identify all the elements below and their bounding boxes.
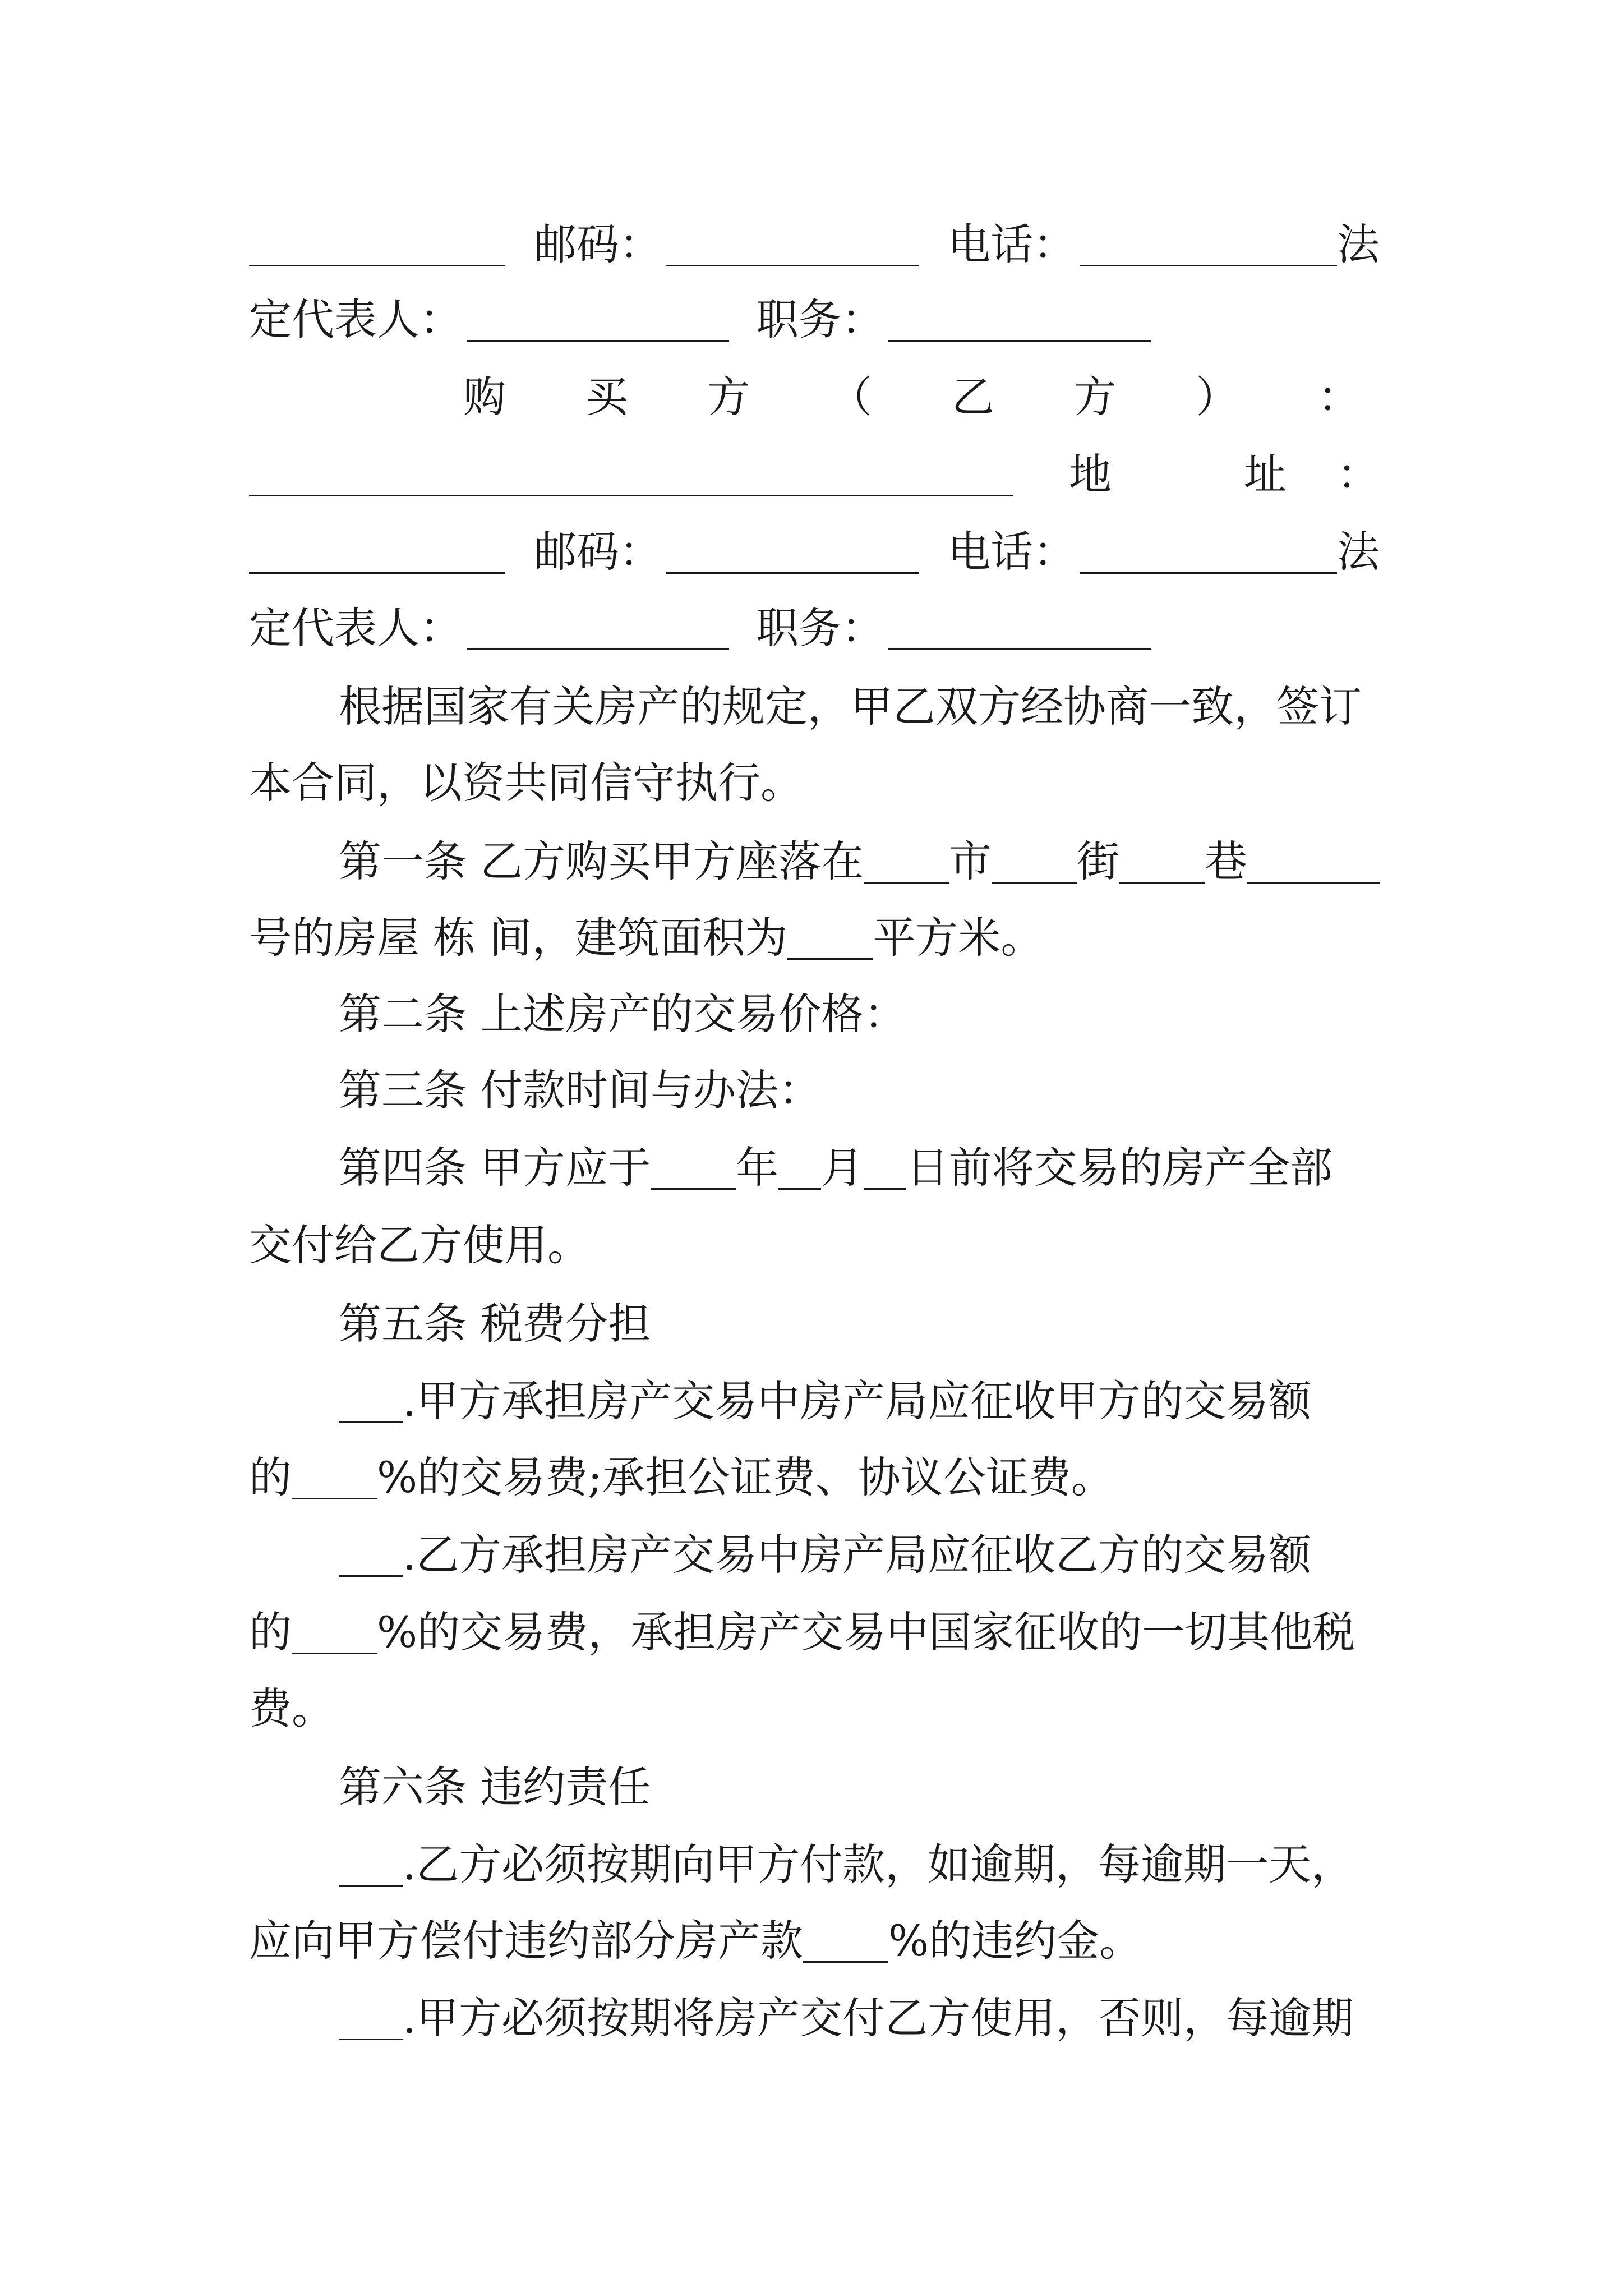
seller-rep-line <box>249 280 1380 359</box>
article-5-item-text: 的 <box>249 1607 292 1657</box>
heading-char: ： <box>1317 372 1361 422</box>
blank-field <box>992 840 1077 884</box>
rep-label: 定代表人： <box>249 603 462 653</box>
article-1-line-2 <box>249 899 1380 977</box>
duty-label: 职务： <box>756 603 884 653</box>
blank-field <box>778 1147 821 1190</box>
blank-field <box>339 1380 403 1423</box>
article-5-item-2-line-3: 费。 <box>249 1683 334 1733</box>
article-6-item-1-line-1 <box>249 1825 1380 1904</box>
article-6-item-2-line-1 <box>249 1979 1380 2058</box>
blank-field <box>467 607 729 650</box>
heading-char: 方 <box>1073 372 1117 422</box>
blank-field <box>888 607 1151 650</box>
phone-label: 电话： <box>948 527 1076 577</box>
article-6-item-text: %的违约金。 <box>888 1916 1142 1966</box>
article-1-text: 第一条 乙方购买甲方座落在 <box>339 836 864 886</box>
phone-label: 电话： <box>948 219 1076 269</box>
address-char: 址 <box>1244 449 1287 499</box>
article-5-item-text: %的交易费;承担公证费、协议公证费。 <box>377 1452 1114 1502</box>
blank-field <box>666 531 919 574</box>
blank-field <box>249 531 505 574</box>
blank-field <box>249 223 505 266</box>
seller-contact-line <box>249 205 1380 284</box>
article-4-year: 年 <box>736 1143 779 1193</box>
article-1-text: 号的房屋 栋 间，建筑面积为 <box>249 913 788 963</box>
article-4-line-1 <box>249 1129 1380 1207</box>
blank-field <box>803 1920 888 1963</box>
article-4-month: 月 <box>821 1143 864 1193</box>
blank-field <box>651 1147 736 1190</box>
article-1-unit: 平方米。 <box>873 913 1044 963</box>
blank-field <box>787 917 873 960</box>
article-6-item-text: 应向甲方偿付违约部分房产款 <box>249 1916 803 1966</box>
article-5-item-1-line-1 <box>249 1362 1380 1441</box>
postcode-label: 邮码： <box>533 527 662 577</box>
buyer-heading-line <box>463 358 1361 436</box>
article-5-item-text: .乙方承担房产交易中房产局应征收乙方的交易额 <box>403 1530 1312 1580</box>
blank-field <box>339 1997 403 2040</box>
fa-char: 法 <box>1337 219 1380 269</box>
blank-field <box>1247 840 1380 884</box>
address-char: 地 <box>1069 449 1112 499</box>
address-char: ： <box>1337 449 1380 499</box>
blank-field <box>1119 840 1205 884</box>
blank-field <box>292 1611 377 1654</box>
article-6-item-text: .乙方必须按期向甲方付款，如逾期，每逾期一天， <box>403 1839 1354 1889</box>
blank-field <box>339 1534 403 1577</box>
heading-char: ） <box>1196 372 1239 422</box>
article-4-text: 日前将交易的房产全部 <box>906 1143 1333 1193</box>
article-1-street: 街 <box>1077 836 1120 886</box>
blank-field <box>864 840 949 884</box>
buyer-rep-line <box>249 589 1380 668</box>
blank-field <box>249 453 1013 496</box>
article-6-item-text: .甲方必须按期将房产交付乙方使用，否则，每逾期 <box>403 1993 1354 2043</box>
article-1-line-1 <box>249 822 1380 901</box>
article-5-item-2-line-1 <box>249 1516 1380 1594</box>
article-5-item-text: .甲方承担房产交易中房产局应征收甲方的交易额 <box>403 1376 1312 1426</box>
fa-char: 法 <box>1337 527 1380 577</box>
buyer-contact-line <box>249 513 1380 591</box>
blank-field <box>888 298 1151 342</box>
rep-label: 定代表人： <box>249 295 462 344</box>
heading-char: 方 <box>707 372 750 422</box>
article-5-title: 第五条 税费分担 <box>339 1299 651 1349</box>
blank-field <box>1080 223 1337 266</box>
heading-char: （ <box>829 372 873 422</box>
postcode-label: 邮码： <box>533 219 662 269</box>
article-4-text: 第四条 甲方应于 <box>339 1143 651 1193</box>
article-3: 第三条 付款时间与办法： <box>339 1065 822 1115</box>
article-2: 第二条 上述房产的交易价格： <box>339 989 907 1039</box>
blank-field <box>292 1456 377 1499</box>
article-5-item-1-line-2 <box>249 1438 1380 1517</box>
heading-char: 买 <box>585 372 628 422</box>
article-5-item-text: %的交易费，承担房产交易中国家征收的一切其他税 <box>377 1607 1355 1657</box>
article-6-title: 第六条 违约责任 <box>339 1762 651 1812</box>
preamble-line-2: 本合同，以资共同信守执行。 <box>249 758 803 808</box>
preamble-line-1: 根据国家有关房产的规定，甲乙双方经协商一致，签订 <box>339 682 1362 731</box>
heading-char: 乙 <box>951 372 994 422</box>
buyer-address-line <box>249 435 1380 514</box>
heading-char: 购 <box>463 372 506 422</box>
duty-label: 职务： <box>756 295 884 344</box>
article-1-lane: 巷 <box>1205 836 1248 886</box>
blank-field <box>666 223 919 266</box>
article-4-line-2: 交付给乙方使用。 <box>249 1220 590 1270</box>
blank-field <box>1080 531 1337 574</box>
blank-field <box>339 1843 403 1887</box>
article-6-item-1-line-2 <box>249 1902 1380 1980</box>
blank-field <box>467 298 729 342</box>
article-5-item-2-line-2 <box>249 1593 1380 1672</box>
article-1-city: 市 <box>949 836 992 886</box>
article-5-item-text: 的 <box>249 1452 292 1502</box>
blank-field <box>864 1147 906 1190</box>
